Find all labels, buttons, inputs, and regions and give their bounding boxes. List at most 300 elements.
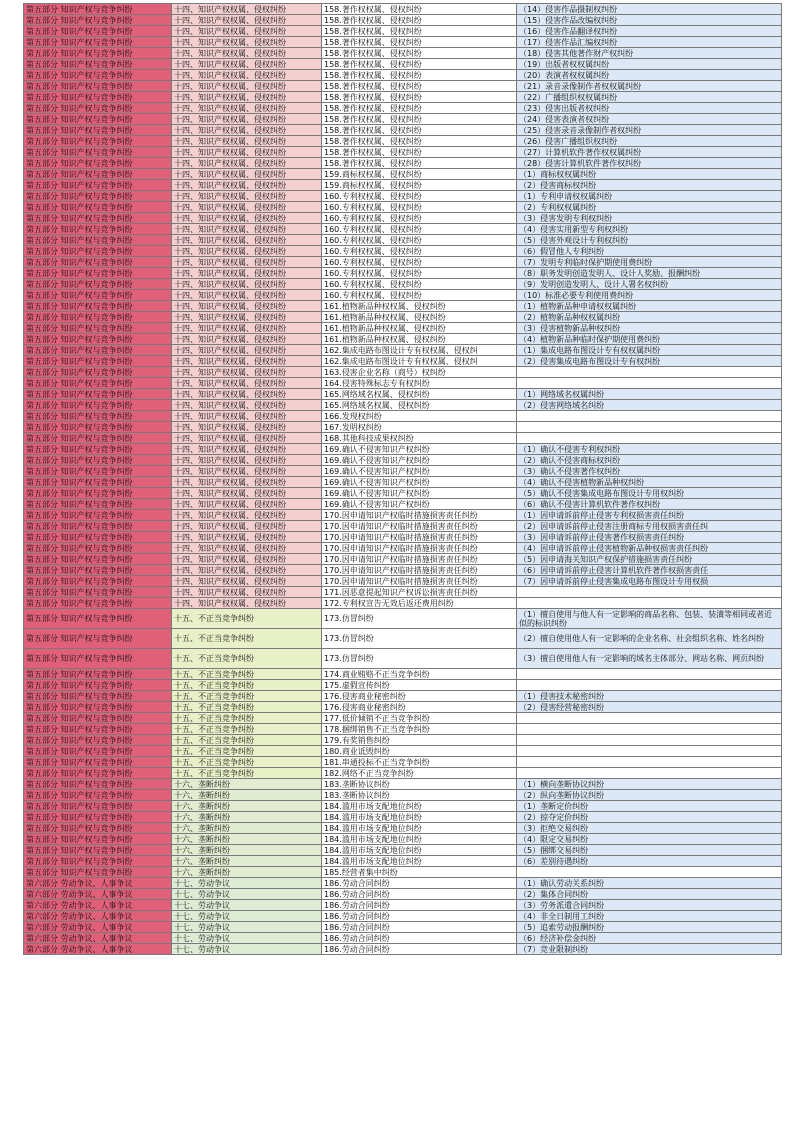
table-row	[24, 147, 782, 158]
part-cell: 第五部分 知识产权与竞争纠纷	[24, 629, 172, 649]
cause-cell: 160.专利权权属、侵权纠纷	[322, 213, 517, 224]
part-cell: 第五部分 知识产权与竞争纠纷	[24, 389, 172, 400]
table-row	[24, 345, 782, 356]
subcause-cell: （3）拒绝交易纠纷	[517, 823, 782, 834]
table-row	[24, 900, 782, 911]
table-row	[24, 510, 782, 521]
subcause-cell	[517, 367, 782, 378]
table-row	[24, 224, 782, 235]
table-row	[24, 158, 782, 169]
subcause-cell: （3）侵害植物新品种权纠纷	[517, 323, 782, 334]
table-row	[24, 768, 782, 779]
part-cell: 第五部分 知识产权与竞争纠纷	[24, 301, 172, 312]
subcause-cell: （6）差别待遇纠纷	[517, 856, 782, 867]
cause-cell: 167.发明权纠纷	[322, 422, 517, 433]
table-row	[24, 213, 782, 224]
subcause-cell	[517, 768, 782, 779]
section-cell: 十五、不正当竞争纠纷	[172, 735, 322, 746]
section-cell: 十四、知识产权权属、侵权纠纷	[172, 246, 322, 257]
subcause-cell	[517, 680, 782, 691]
section-cell: 十四、知识产权权属、侵权纠纷	[172, 191, 322, 202]
cause-cell: 183.垄断协议纠纷	[322, 779, 517, 790]
table-row	[24, 4, 782, 15]
section-cell: 十四、知识产权权属、侵权纠纷	[172, 136, 322, 147]
part-cell: 第五部分 知识产权与竞争纠纷	[24, 4, 172, 15]
section-cell: 十四、知识产权权属、侵权纠纷	[172, 422, 322, 433]
table-row	[24, 724, 782, 735]
part-cell: 第五部分 知识产权与竞争纠纷	[24, 680, 172, 691]
section-cell: 十四、知识产权权属、侵权纠纷	[172, 378, 322, 389]
part-cell: 第五部分 知识产权与竞争纠纷	[24, 81, 172, 92]
part-cell: 第五部分 知识产权与竞争纠纷	[24, 768, 172, 779]
subcause-cell: （27）计算机软件著作权权属纠纷	[517, 147, 782, 158]
subcause-cell: （2）侵害商标权纠纷	[517, 180, 782, 191]
part-cell: 第五部分 知识产权与竞争纠纷	[24, 521, 172, 532]
section-cell: 十五、不正当竞争纠纷	[172, 691, 322, 702]
section-cell: 十四、知识产权权属、侵权纠纷	[172, 48, 322, 59]
section-cell: 十四、知识产权权属、侵权纠纷	[172, 576, 322, 587]
section-cell: 十四、知识产权权属、侵权纠纷	[172, 92, 322, 103]
part-cell: 第五部分 知识产权与竞争纠纷	[24, 488, 172, 499]
section-cell: 十四、知识产权权属、侵权纠纷	[172, 356, 322, 367]
section-cell: 十四、知识产权权属、侵权纠纷	[172, 235, 322, 246]
part-cell: 第五部分 知识产权与竞争纠纷	[24, 323, 172, 334]
section-cell: 十五、不正当竞争纠纷	[172, 724, 322, 735]
section-cell: 十四、知识产权权属、侵权纠纷	[172, 169, 322, 180]
part-cell: 第六部分 劳动争议、人事争议	[24, 922, 172, 933]
table-row	[24, 312, 782, 323]
cause-cell: 160.专利权权属、侵权纠纷	[322, 268, 517, 279]
cause-cell: 170.因申请知识产权临时措施损害责任纠纷	[322, 543, 517, 554]
section-cell: 十六、垄断纠纷	[172, 856, 322, 867]
section-cell: 十四、知识产权权属、侵权纠纷	[172, 279, 322, 290]
subcause-cell: （7）因申请诉前停止侵害集成电路布图设计专用权损	[517, 576, 782, 587]
cause-cell: 184.滥用市场支配地位纠纷	[322, 834, 517, 845]
section-cell: 十四、知识产权权属、侵权纠纷	[172, 147, 322, 158]
section-cell: 十五、不正当竞争纠纷	[172, 713, 322, 724]
subcause-cell: （5）追索劳动报酬纠纷	[517, 922, 782, 933]
section-cell: 十四、知识产权权属、侵权纠纷	[172, 510, 322, 521]
part-cell: 第六部分 劳动争议、人事争议	[24, 944, 172, 955]
subcause-cell: （2）侵害网络域名纠纷	[517, 400, 782, 411]
part-cell: 第五部分 知识产权与竞争纠纷	[24, 823, 172, 834]
table-row	[24, 246, 782, 257]
cause-cell: 176.侵害商业秘密纠纷	[322, 691, 517, 702]
table-row	[24, 70, 782, 81]
table-row	[24, 488, 782, 499]
table-row	[24, 911, 782, 922]
subcause-cell: （6）经济补偿金纠纷	[517, 933, 782, 944]
table-row	[24, 856, 782, 867]
subcause-cell: （18）侵害其他著作财产权纠纷	[517, 48, 782, 59]
part-cell: 第五部分 知识产权与竞争纠纷	[24, 779, 172, 790]
cause-cell: 162.集成电路布图设计专有权权属、侵权纠	[322, 345, 517, 356]
section-cell: 十四、知识产权权属、侵权纠纷	[172, 499, 322, 510]
cause-cell: 170.因申请知识产权临时措施损害责任纠纷	[322, 510, 517, 521]
part-cell: 第五部分 知识产权与竞争纠纷	[24, 37, 172, 48]
subcause-cell: （9）发明创造发明人、设计人署名权纠纷	[517, 279, 782, 290]
cause-cell: 184.滥用市场支配地位纠纷	[322, 856, 517, 867]
subcause-cell: （1）集成电路布图设计专有权权属纠纷	[517, 345, 782, 356]
section-cell: 十五、不正当竞争纠纷	[172, 768, 322, 779]
subcause-cell: （5）捆绑交易纠纷	[517, 845, 782, 856]
section-cell: 十四、知识产权权属、侵权纠纷	[172, 323, 322, 334]
cause-cell: 168.其他科技成果权纠纷	[322, 433, 517, 444]
table-row	[24, 37, 782, 48]
part-cell: 第五部分 知识产权与竞争纠纷	[24, 455, 172, 466]
section-cell: 十四、知识产权权属、侵权纠纷	[172, 565, 322, 576]
part-cell: 第五部分 知识产权与竞争纠纷	[24, 856, 172, 867]
cause-cell: 160.专利权权属、侵权纠纷	[322, 191, 517, 202]
table-row	[24, 823, 782, 834]
section-cell: 十七、劳动争议	[172, 944, 322, 955]
table-row	[24, 257, 782, 268]
section-cell: 十七、劳动争议	[172, 911, 322, 922]
section-cell: 十五、不正当竞争纠纷	[172, 680, 322, 691]
cause-cell: 170.因申请知识产权临时措施损害责任纠纷	[322, 554, 517, 565]
part-cell: 第五部分 知识产权与竞争纠纷	[24, 543, 172, 554]
section-cell: 十四、知识产权权属、侵权纠纷	[172, 268, 322, 279]
cause-cell: 186.劳动合同纠纷	[322, 922, 517, 933]
part-cell: 第五部分 知识产权与竞争纠纷	[24, 411, 172, 422]
cause-cell: 186.劳动合同纠纷	[322, 944, 517, 955]
cause-cell: 158.著作权权属、侵权纠纷	[322, 81, 517, 92]
section-cell: 十四、知识产权权属、侵权纠纷	[172, 37, 322, 48]
cause-cell: 172.专利权宣告无效后返还费用纠纷	[322, 598, 517, 609]
cause-cell: 186.劳动合同纠纷	[322, 900, 517, 911]
section-cell: 十六、垄断纠纷	[172, 801, 322, 812]
cause-cell: 179.有奖销售纠纷	[322, 735, 517, 746]
subcause-cell: （5）确认不侵害集成电路布图设计专用权纠纷	[517, 488, 782, 499]
cause-cell: 166.发现权纠纷	[322, 411, 517, 422]
section-cell: 十四、知识产权权属、侵权纠纷	[172, 598, 322, 609]
section-cell: 十七、劳动争议	[172, 878, 322, 889]
cause-cell: 186.劳动合同纠纷	[322, 933, 517, 944]
subcause-cell: （2）擅自使用他人有一定影响的企业名称、社会组织名称、姓名纠纷	[517, 629, 782, 649]
subcause-cell: （1）垄断定价纠纷	[517, 801, 782, 812]
table-row	[24, 680, 782, 691]
section-cell: 十五、不正当竞争纠纷	[172, 702, 322, 713]
table-row	[24, 933, 782, 944]
cause-cell: 184.滥用市场支配地位纠纷	[322, 801, 517, 812]
table-row	[24, 334, 782, 345]
cause-cell: 170.因申请知识产权临时措施损害责任纠纷	[322, 576, 517, 587]
subcause-cell: （10）标准必要专利使用费纠纷	[517, 290, 782, 301]
part-cell: 第五部分 知识产权与竞争纠纷	[24, 114, 172, 125]
table-row	[24, 554, 782, 565]
subcause-cell: （3）确认不侵害著作权纠纷	[517, 466, 782, 477]
table-row	[24, 301, 782, 312]
cause-cell: 185.经营者集中纠纷	[322, 867, 517, 878]
table-row	[24, 735, 782, 746]
section-cell: 十四、知识产权权属、侵权纠纷	[172, 389, 322, 400]
cause-cell: 158.著作权权属、侵权纠纷	[322, 114, 517, 125]
section-cell: 十六、垄断纠纷	[172, 823, 322, 834]
table-row	[24, 543, 782, 554]
subcause-cell: （2）确认不侵害商标权纠纷	[517, 455, 782, 466]
section-cell: 十五、不正当竞争纠纷	[172, 746, 322, 757]
part-cell: 第五部分 知识产权与竞争纠纷	[24, 15, 172, 26]
subcause-cell: （2）植物新品种权权属纠纷	[517, 312, 782, 323]
cause-cell: 169.确认不侵害知识产权纠纷	[322, 477, 517, 488]
part-cell: 第六部分 劳动争议、人事争议	[24, 878, 172, 889]
table-row	[24, 576, 782, 587]
table-row	[24, 867, 782, 878]
cause-cell: 178.捆绑销售不正当竞争纠纷	[322, 724, 517, 735]
part-cell: 第五部分 知识产权与竞争纠纷	[24, 257, 172, 268]
part-cell: 第五部分 知识产权与竞争纠纷	[24, 576, 172, 587]
subcause-cell: （1）确认劳动关系纠纷	[517, 878, 782, 889]
part-cell: 第五部分 知识产权与竞争纠纷	[24, 169, 172, 180]
part-cell: 第五部分 知识产权与竞争纠纷	[24, 609, 172, 629]
table-row	[24, 598, 782, 609]
cause-cell: 158.著作权权属、侵权纠纷	[322, 70, 517, 81]
cause-cell: 169.确认不侵害知识产权纠纷	[322, 499, 517, 510]
section-cell: 十五、不正当竞争纠纷	[172, 757, 322, 768]
part-cell: 第五部分 知识产权与竞争纠纷	[24, 213, 172, 224]
section-cell: 十四、知识产权权属、侵权纠纷	[172, 15, 322, 26]
section-cell: 十四、知识产权权属、侵权纠纷	[172, 433, 322, 444]
part-cell: 第五部分 知识产权与竞争纠纷	[24, 378, 172, 389]
part-cell: 第五部分 知识产权与竞争纠纷	[24, 180, 172, 191]
section-cell: 十四、知识产权权属、侵权纠纷	[172, 301, 322, 312]
table-row	[24, 323, 782, 334]
section-cell: 十四、知识产权权属、侵权纠纷	[172, 455, 322, 466]
section-cell: 十四、知识产权权属、侵权纠纷	[172, 290, 322, 301]
table-row	[24, 136, 782, 147]
cause-cell: 171.因恶意提起知识产权诉讼损害责任纠纷	[322, 587, 517, 598]
part-cell: 第五部分 知识产权与竞争纠纷	[24, 499, 172, 510]
section-cell: 十四、知识产权权属、侵权纠纷	[172, 257, 322, 268]
subcause-cell: （15）侵害作品改编权纠纷	[517, 15, 782, 26]
section-cell: 十四、知识产权权属、侵权纠纷	[172, 411, 322, 422]
part-cell: 第五部分 知识产权与竞争纠纷	[24, 724, 172, 735]
subcause-cell	[517, 433, 782, 444]
part-cell: 第六部分 劳动争议、人事争议	[24, 911, 172, 922]
table-row	[24, 180, 782, 191]
cause-cell: 158.著作权权属、侵权纠纷	[322, 59, 517, 70]
subcause-cell: （14）侵害作品摄制权纠纷	[517, 4, 782, 15]
part-cell: 第五部分 知识产权与竞争纠纷	[24, 312, 172, 323]
part-cell: 第五部分 知识产权与竞争纠纷	[24, 334, 172, 345]
cause-cell: 161.植物新品种权权属、侵权纠纷	[322, 312, 517, 323]
subcause-cell: （2）侵害集成电路布图设计专有权纠纷	[517, 356, 782, 367]
cause-cell: 186.劳动合同纠纷	[322, 911, 517, 922]
cause-cell: 173.仿冒纠纷	[322, 649, 517, 669]
part-cell: 第五部分 知识产权与竞争纠纷	[24, 48, 172, 59]
subcause-cell: （6）因申请诉前停止侵害计算机软件著作权损害责任	[517, 565, 782, 576]
cause-cell: 161.植物新品种权权属、侵权纠纷	[322, 334, 517, 345]
subcause-cell	[517, 713, 782, 724]
cause-cell: 169.确认不侵害知识产权纠纷	[322, 444, 517, 455]
section-cell: 十七、劳动争议	[172, 889, 322, 900]
cause-cell: 158.著作权权属、侵权纠纷	[322, 26, 517, 37]
subcause-cell: （7）竞业限制纠纷	[517, 944, 782, 955]
table-row	[24, 812, 782, 823]
cause-cell: 169.确认不侵害知识产权纠纷	[322, 466, 517, 477]
part-cell: 第五部分 知识产权与竞争纠纷	[24, 59, 172, 70]
cause-cell: 162.集成电路布图设计专有权权属、侵权纠	[322, 356, 517, 367]
table-row	[24, 629, 782, 649]
part-cell: 第五部分 知识产权与竞争纠纷	[24, 510, 172, 521]
section-cell: 十四、知识产权权属、侵权纠纷	[172, 125, 322, 136]
subcause-cell	[517, 378, 782, 389]
part-cell: 第五部分 知识产权与竞争纠纷	[24, 845, 172, 856]
cause-cell: 165.网络域名权属、侵权纠纷	[322, 400, 517, 411]
part-cell: 第五部分 知识产权与竞争纠纷	[24, 345, 172, 356]
section-cell: 十四、知识产权权属、侵权纠纷	[172, 202, 322, 213]
section-cell: 十四、知识产权权属、侵权纠纷	[172, 543, 322, 554]
subcause-cell: （8）职务发明创造发明人、设计人奖励、报酬纠纷	[517, 268, 782, 279]
section-cell: 十四、知识产权权属、侵权纠纷	[172, 521, 322, 532]
table-row	[24, 466, 782, 477]
subcause-cell: （2）侵害经营秘密纠纷	[517, 702, 782, 713]
part-cell: 第五部分 知识产权与竞争纠纷	[24, 356, 172, 367]
section-cell: 十六、垄断纠纷	[172, 779, 322, 790]
cause-cell: 181.串通投标不正当竞争纠纷	[322, 757, 517, 768]
cause-cell: 158.著作权权属、侵权纠纷	[322, 15, 517, 26]
part-cell: 第五部分 知识产权与竞争纠纷	[24, 136, 172, 147]
section-cell: 十四、知识产权权属、侵权纠纷	[172, 26, 322, 37]
table-row	[24, 801, 782, 812]
table-row	[24, 378, 782, 389]
subcause-cell: （2）集体合同纠纷	[517, 889, 782, 900]
part-cell: 第五部分 知识产权与竞争纠纷	[24, 268, 172, 279]
cause-cell: 170.因申请知识产权临时措施损害责任纠纷	[322, 565, 517, 576]
part-cell: 第五部分 知识产权与竞争纠纷	[24, 867, 172, 878]
table-row	[24, 48, 782, 59]
table-row	[24, 103, 782, 114]
part-cell: 第五部分 知识产权与竞争纠纷	[24, 235, 172, 246]
section-cell: 十四、知识产权权属、侵权纠纷	[172, 444, 322, 455]
subcause-cell: （19）出版者权权属纠纷	[517, 59, 782, 70]
subcause-cell: （2）掠夺定价纠纷	[517, 812, 782, 823]
table-row	[24, 944, 782, 955]
table-row	[24, 169, 782, 180]
cause-cell: 158.著作权权属、侵权纠纷	[322, 103, 517, 114]
part-cell: 第五部分 知识产权与竞争纠纷	[24, 702, 172, 713]
table-row	[24, 59, 782, 70]
section-cell: 十六、垄断纠纷	[172, 845, 322, 856]
table-row	[24, 389, 782, 400]
subcause-cell: （1）擅自使用与他人有一定影响的商品名称、包装、装潢等相同或者近似的标识纠纷	[517, 609, 782, 629]
subcause-cell: （2）专利权权属纠纷	[517, 202, 782, 213]
table-row	[24, 15, 782, 26]
part-cell: 第五部分 知识产权与竞争纠纷	[24, 532, 172, 543]
table-row	[24, 422, 782, 433]
cause-cell: 165.网络域名权属、侵权纠纷	[322, 389, 517, 400]
cause-cell: 186.劳动合同纠纷	[322, 889, 517, 900]
cause-cell: 184.滥用市场支配地位纠纷	[322, 812, 517, 823]
subcause-cell: （6）假冒他人专利纠纷	[517, 246, 782, 257]
table-row	[24, 235, 782, 246]
table-row	[24, 746, 782, 757]
table-row	[24, 499, 782, 510]
cause-cell: 160.专利权权属、侵权纠纷	[322, 224, 517, 235]
part-cell: 第五部分 知识产权与竞争纠纷	[24, 433, 172, 444]
section-cell: 十四、知识产权权属、侵权纠纷	[172, 81, 322, 92]
part-cell: 第五部分 知识产权与竞争纠纷	[24, 477, 172, 488]
table-row	[24, 757, 782, 768]
section-cell: 十四、知识产权权属、侵权纠纷	[172, 477, 322, 488]
table-row	[24, 191, 782, 202]
section-cell: 十六、垄断纠纷	[172, 834, 322, 845]
section-cell: 十四、知识产权权属、侵权纠纷	[172, 59, 322, 70]
cause-cell: 169.确认不侵害知识产权纠纷	[322, 455, 517, 466]
subcause-cell: （1）网络域名权属纠纷	[517, 389, 782, 400]
table-row	[24, 279, 782, 290]
section-cell: 十七、劳动争议	[172, 922, 322, 933]
subcause-cell: （1）商标权权属纠纷	[517, 169, 782, 180]
subcause-cell	[517, 724, 782, 735]
subcause-cell: （1）横向垄断协议纠纷	[517, 779, 782, 790]
cause-cell: 173.仿冒纠纷	[322, 629, 517, 649]
part-cell: 第五部分 知识产权与竞争纠纷	[24, 812, 172, 823]
subcause-cell: （2）纵向垄断协议纠纷	[517, 790, 782, 801]
section-cell: 十四、知识产权权属、侵权纠纷	[172, 345, 322, 356]
section-cell: 十四、知识产权权属、侵权纠纷	[172, 532, 322, 543]
cause-cell: 180.商业诋毁纠纷	[322, 746, 517, 757]
table-row	[24, 433, 782, 444]
subcause-cell: （1）专利申请权权属纠纷	[517, 191, 782, 202]
part-cell: 第五部分 知识产权与竞争纠纷	[24, 790, 172, 801]
section-cell: 十四、知识产权权属、侵权纠纷	[172, 213, 322, 224]
subcause-cell: （3）擅自使用他人有一定影响的域名主体部分、网站名称、网页纠纷	[517, 649, 782, 669]
part-cell: 第五部分 知识产权与竞争纠纷	[24, 191, 172, 202]
subcause-cell: （6）确认不侵害计算机软件著作权纠纷	[517, 499, 782, 510]
subcause-cell: （4）限定交易纠纷	[517, 834, 782, 845]
section-cell: 十六、垄断纠纷	[172, 790, 322, 801]
table-row	[24, 532, 782, 543]
cause-cell: 159.商标权权属、侵权纠纷	[322, 169, 517, 180]
subcause-cell: （7）发明专利临时保护期使用费纠纷	[517, 257, 782, 268]
part-cell: 第五部分 知识产权与竞争纠纷	[24, 103, 172, 114]
table-row	[24, 834, 782, 845]
table-row	[24, 125, 782, 136]
subcause-cell: （5）因申请海关知识产权保护措施损害责任纠纷	[517, 554, 782, 565]
section-cell: 十四、知识产权权属、侵权纠纷	[172, 4, 322, 15]
case-classification-table	[23, 3, 782, 955]
table-row	[24, 845, 782, 856]
subcause-cell: （4）植物新品种临时保护期使用费纠纷	[517, 334, 782, 345]
subcause-cell	[517, 669, 782, 680]
section-cell: 十四、知识产权权属、侵权纠纷	[172, 312, 322, 323]
table-row	[24, 92, 782, 103]
subcause-cell: （4）侵害实用新型专利权纠纷	[517, 224, 782, 235]
cause-cell: 158.著作权权属、侵权纠纷	[322, 147, 517, 158]
cause-cell: 182.网络不正当竞争纠纷	[322, 768, 517, 779]
table-row	[24, 889, 782, 900]
table-row	[24, 367, 782, 378]
table-row	[24, 565, 782, 576]
subcause-cell: （21）录音录像制作者权权属纠纷	[517, 81, 782, 92]
table-row	[24, 400, 782, 411]
subcause-cell: （1）因申请诉前停止侵害专利权损害责任纠纷	[517, 510, 782, 521]
subcause-cell: （20）表演者权权属纠纷	[517, 70, 782, 81]
part-cell: 第六部分 劳动争议、人事争议	[24, 933, 172, 944]
section-cell: 十六、垄断纠纷	[172, 812, 322, 823]
subcause-cell	[517, 598, 782, 609]
cause-cell: 183.垄断协议纠纷	[322, 790, 517, 801]
section-cell: 十四、知识产权权属、侵权纠纷	[172, 488, 322, 499]
part-cell: 第五部分 知识产权与竞争纠纷	[24, 147, 172, 158]
cause-cell: 160.专利权权属、侵权纠纷	[322, 257, 517, 268]
subcause-cell: （1）侵害技术秘密纠纷	[517, 691, 782, 702]
table-row	[24, 702, 782, 713]
part-cell: 第五部分 知识产权与竞争纠纷	[24, 92, 172, 103]
cause-cell: 164.侵害特殊标志专有权纠纷	[322, 378, 517, 389]
part-cell: 第五部分 知识产权与竞争纠纷	[24, 746, 172, 757]
